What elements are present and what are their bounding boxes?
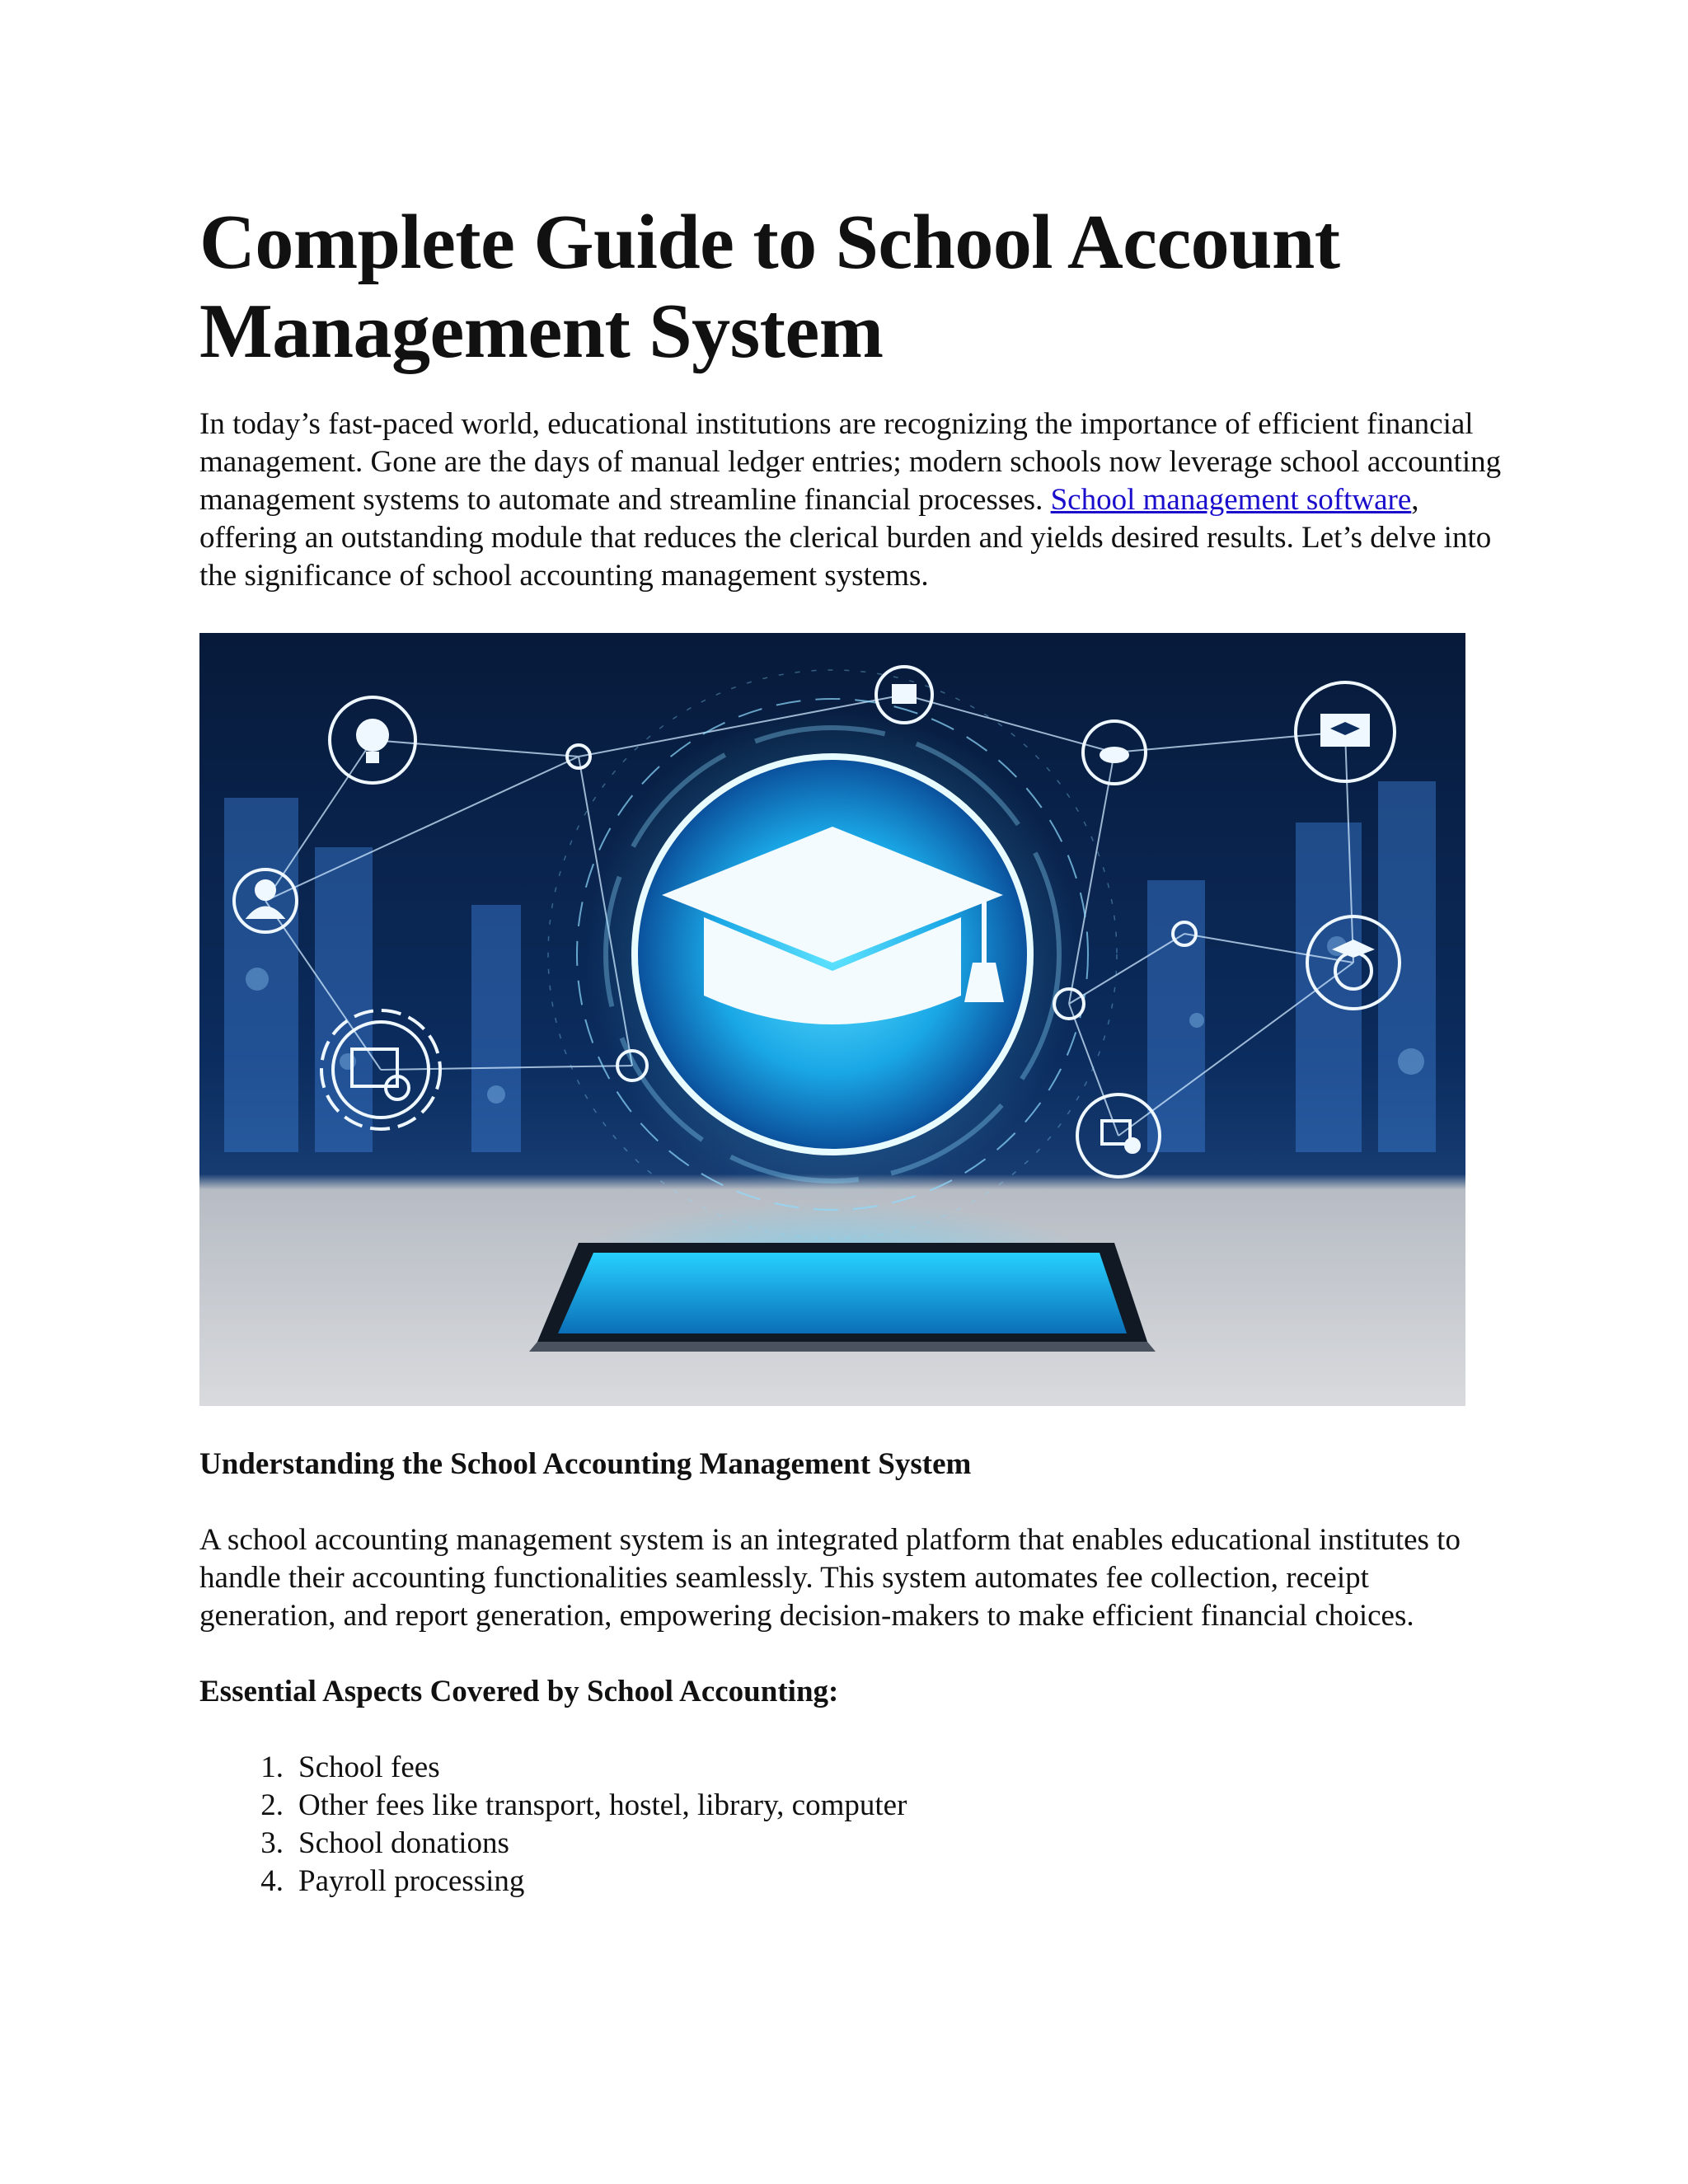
intro-text-before: In today’s fast-paced world, educational institutions are recognizing the importance of efficient financial management. Gone are the days of manual ledger entries; modern schools now leverage school accounting management systems to automate and streamline financial processes. <box>199 407 1502 517</box>
section-heading-essential-aspects: Essential Aspects Covered by School Accounting: <box>199 1675 839 1708</box>
essential-aspects-list <box>199 1749 1502 1900</box>
list-item-number: 3. <box>260 1826 284 1860</box>
list-item <box>199 1787 1502 1825</box>
section-paragraph-understanding: A school accounting management system is an integrated platform that enables educational institutes to handle their accounting functionalities seamlessly. This system automates fee collection, receipt generation, and report generation, empowering decision-makers to make efficient financial choices. <box>199 1523 1461 1633</box>
list-item-number: 4. <box>260 1864 284 1898</box>
school-management-software-link[interactable]: School management software <box>1050 483 1412 517</box>
list-item-number: 1. <box>260 1750 284 1784</box>
list-item-text: School donations <box>298 1826 509 1860</box>
list-item-text: School fees <box>298 1750 440 1784</box>
article <box>199 198 1502 1900</box>
hero-image <box>199 633 1465 1406</box>
list-item-text: Other fees like transport, hostel, library, computer <box>298 1788 907 1822</box>
section-heading-understanding: Understanding the School Accounting Management System <box>199 1447 972 1481</box>
list-item-text: Payroll processing <box>298 1864 525 1898</box>
list-item <box>199 1749 1502 1787</box>
page-title: Complete Guide to School Account Management System <box>199 199 1340 374</box>
list-item <box>199 1825 1502 1863</box>
intro-text-after: , offering an outstanding module that reduces the clerical burden and yields desired results. Let’s delve into the significance of school accounting management systems. <box>199 483 1492 593</box>
list-item-number: 2. <box>260 1788 284 1822</box>
intro-paragraph <box>199 405 1502 595</box>
list-item <box>199 1863 1502 1900</box>
